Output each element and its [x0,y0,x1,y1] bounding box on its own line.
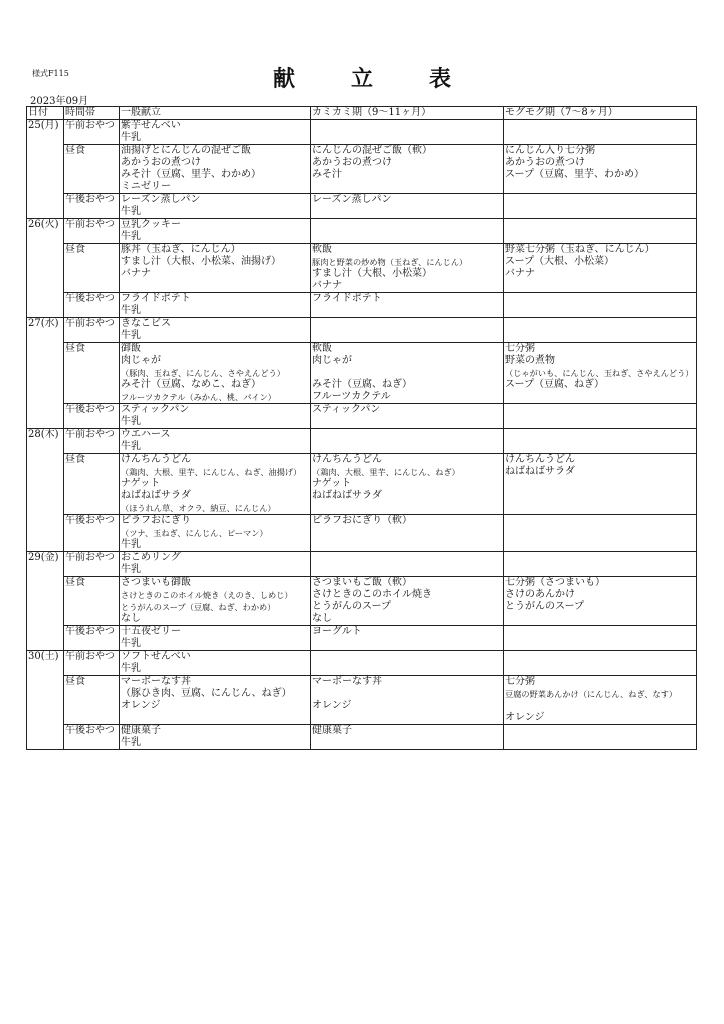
menu-line [312,305,502,317]
header-date: 日付 [27,107,64,120]
menu-line: 牛乳 [121,539,141,550]
title-char: 表 [429,66,452,92]
table-row [27,651,697,676]
table-row [27,194,697,219]
menu-line: ナゲット [121,478,161,489]
menu-line: ヨーグルト [312,626,362,637]
time-slot-cell: 昼食 [64,454,120,515]
menu-line: オレンジ [312,700,352,711]
menu-line: 七分粥 [505,676,535,687]
menu-line: 牛乳 [121,663,141,674]
menu-line [312,219,502,231]
menu-line: とうがんのスープ [312,601,391,612]
menu-line [505,564,695,576]
menu-line: さつまいもご飯（軟） [312,577,412,588]
menu-line: 健康菓子 [312,725,352,736]
menu-line: （じゃがいも、にんじん、玉ねぎ、さやえんどう） [505,368,694,378]
menu-line: みそ汁（豆腐、里芋、わかめ） [121,169,261,180]
table-row [27,552,697,577]
menu-line [505,206,695,218]
mogu-menu-cell [504,244,697,293]
menu-line: ピラフおにぎり [121,515,191,526]
menu-line: スープ（大根、小松菜） [505,256,614,267]
date-cell: 28(木) [27,429,64,552]
menu-line [505,305,695,317]
menu-line: 牛乳 [121,737,141,748]
menu-line: バナナ [312,280,342,291]
menu-line: 油揚げとにんじんの混ぜご飯 [121,145,251,156]
menu-line [312,429,502,441]
menu-line [505,318,695,330]
general-menu-cell [120,651,311,676]
menu-line [312,132,502,144]
menu-line [312,564,502,576]
menu-line: （鶏肉、大根、里芋、にんじん、ねぎ） [312,467,460,477]
time-slot-cell: 昼食 [64,676,120,725]
time-slot-cell: 午前おやつ [64,651,120,676]
menu-line [505,737,695,749]
general-menu-cell [120,429,311,454]
general-menu-cell [120,194,311,219]
menu-line: 豚肉と野菜の炒め物（玉ねぎ、にんじん） [312,257,468,267]
menu-line: （ほうれん草、オクラ、納豆、にんじん） [121,503,276,513]
mogu-menu-cell [504,318,697,343]
time-slot-cell: 昼食 [64,145,120,194]
header-kamikami: カミカミ期（9～11ヶ月） [311,107,504,120]
table-row [27,626,697,651]
kami-menu-cell [311,725,504,750]
kami-menu-cell [311,244,504,293]
kami-menu-cell [311,120,504,145]
date-cell: 29(金) [27,552,64,651]
general-menu-cell [120,318,311,343]
menu-line [312,527,502,539]
menu-line [505,132,695,144]
general-menu-cell [120,404,311,429]
menu-line: 牛乳 [121,416,141,427]
menu-line: スープ（豆腐、ねぎ） [505,379,604,390]
date-cell: 30(土) [27,651,64,750]
menu-line [312,552,502,564]
menu-line: けんちんうどん [312,454,382,465]
menu-line [505,725,695,737]
menu-line [505,441,695,453]
time-slot-cell: 午後おやつ [64,293,120,318]
menu-line [312,712,502,724]
header-general: 一般献立 [120,107,311,120]
menu-line: 十五夜ゼリー [121,626,181,637]
table-row [27,343,697,404]
mogu-menu-cell [504,515,697,552]
menu-line: 七分粥（さつまいも） [505,577,605,588]
menu-line: レーズン蒸しパン [121,194,201,205]
date-cell: 25(月) [27,120,64,219]
kami-menu-cell [311,454,504,515]
menu-line [505,502,695,514]
menu-line: 七分粥 [505,343,535,354]
menu-line [505,231,695,243]
menu-line [312,737,502,749]
menu-line: ねばねばサラダ [121,490,191,501]
mogu-menu-cell [504,429,697,454]
time-slot-cell: 午前おやつ [64,429,120,454]
menu-line [505,120,695,132]
menu-line [505,663,695,675]
menu-line: にんじん入り七分粥 [505,145,595,156]
menu-line [505,293,695,305]
menu-line: ピラフおにぎり（軟） [312,515,412,526]
menu-line [312,441,502,453]
page-title [0,62,724,93]
mogu-menu-cell [504,293,697,318]
title-char: 立 [350,66,373,92]
menu-line: バナナ [121,268,151,279]
mogu-menu-cell [504,219,697,244]
menu-line: 肉じゃが [121,355,161,366]
menu-line [505,527,695,539]
mogu-menu-cell [504,404,697,429]
menu-line: 牛乳 [121,206,141,217]
menu-line [505,330,695,342]
menu-line: 牛乳 [121,564,141,575]
menu-line: あかうおの煮つけ [312,157,392,168]
table-row [27,454,697,515]
menu-line: ミニゼリー [121,181,171,192]
menu-line [505,478,695,490]
kami-menu-cell [311,194,504,219]
table-row [27,577,697,626]
menu-line [505,638,695,650]
time-slot-cell: 昼食 [64,343,120,404]
menu-line [312,651,502,663]
menu-line [505,626,695,638]
menu-line: オレンジ [505,712,545,723]
menu-line: ウエハース [121,429,171,440]
menu-line [312,539,502,551]
menu-line: スティックパン [312,404,381,415]
mogu-menu-cell [504,626,697,651]
menu-line: なし [312,613,332,624]
table-row [27,318,697,343]
menu-table [26,106,697,750]
general-menu-cell [120,552,311,577]
menu-line: 牛乳 [121,231,141,242]
mogu-menu-cell [504,120,697,145]
form-id: 様式F115 [32,69,69,78]
menu-line [505,280,695,292]
menu-line: 牛乳 [121,638,141,649]
kami-menu-cell [311,429,504,454]
table-row [27,676,697,725]
menu-line: 肉じゃが [312,355,352,366]
menu-line [312,318,502,330]
time-slot-cell: 午後おやつ [64,194,120,219]
time-slot-cell: 午後おやつ [64,515,120,552]
menu-line: けんちんうどん [121,454,191,465]
table-row [27,515,697,552]
menu-line: マーボーなす丼 [121,676,191,687]
menu-line: にんじんの混ぜご飯（軟） [312,145,432,156]
menu-line: けんちんうどん [505,454,575,465]
menu-line [505,429,695,441]
mogu-menu-cell [504,651,697,676]
menu-line [312,120,502,132]
menu-line [312,231,502,243]
menu-line [505,194,695,206]
general-menu-cell [120,244,311,293]
time-slot-cell: 昼食 [64,577,120,626]
menu-body [27,120,697,750]
mogu-menu-cell [504,725,697,750]
menu-line: ソフトせんべい [121,651,191,662]
mogu-menu-cell [504,194,697,219]
table-row [27,120,697,145]
time-slot-cell: 午前おやつ [64,552,120,577]
menu-line: 紫芋せんべい [121,120,181,131]
menu-line: スティックパン [121,404,190,415]
menu-line: フライドポテト [312,293,382,304]
kami-menu-cell [311,318,504,343]
header-row [27,107,697,120]
menu-line [312,416,502,428]
menu-line: （鶏肉、大根、里芋、にんじん、ねぎ、油揚げ） [121,467,302,477]
header-mogumogu: モグモグ期（7～8ヶ月） [504,107,697,120]
menu-line: 牛乳 [121,305,141,316]
general-menu-cell [120,577,311,626]
menu-line [312,638,502,650]
general-menu-cell [120,454,311,515]
time-slot-cell: 午前おやつ [64,318,120,343]
menu-line [505,700,695,712]
menu-line: さけのあんかけ [505,589,575,600]
menu-line [312,688,502,700]
kami-menu-cell [311,577,504,626]
general-menu-cell [120,725,311,750]
mogu-menu-cell [504,145,697,194]
menu-line: 御飯 [121,343,141,354]
menu-line: （豚ひき肉、豆腐、にんじん、ねぎ） [121,688,292,699]
menu-line: おこめリング [121,552,181,563]
menu-line: オレンジ [121,700,161,711]
menu-line: あかうおの煮つけ [505,157,585,168]
header-slot: 時間帯 [64,107,120,120]
mogu-menu-cell [504,552,697,577]
menu-line: レーズン蒸しパン [312,194,392,205]
table-row [27,219,697,244]
general-menu-cell [120,343,311,404]
mogu-menu-cell [504,454,697,515]
kami-menu-cell [311,219,504,244]
general-menu-cell [120,145,311,194]
menu-line [505,515,695,527]
period-label: 2023年09月 [30,96,89,107]
menu-line: なし [121,613,141,624]
menu-line: 豚丼（玉ねぎ、にんじん） [121,244,241,255]
kami-menu-cell [311,515,504,552]
menu-line: ねばねばサラダ [312,490,382,501]
menu-line [121,280,309,292]
table-row [27,145,697,194]
menu-line: みそ汁 [312,169,342,180]
kami-menu-cell [311,293,504,318]
menu-line: 豆乳クッキー [121,219,181,230]
menu-line: マーボーなす丼 [312,676,382,687]
menu-line [312,367,502,379]
menu-line [312,502,502,514]
table-row [27,244,697,293]
time-slot-cell: 午前おやつ [64,120,120,145]
menu-line [312,663,502,675]
menu-line: とうがんのスープ [505,601,584,612]
general-menu-cell [120,676,311,725]
menu-line: 軟飯 [312,343,332,354]
menu-line: みそ汁（豆腐、ねぎ） [312,379,412,390]
kami-menu-cell [311,404,504,429]
menu-line: さつまいも御飯 [121,577,191,588]
title-char: 献 [272,66,295,92]
menu-line: フライドポテト [121,293,191,304]
general-menu-cell [120,515,311,552]
menu-line [505,391,695,403]
menu-line [505,219,695,231]
mogu-menu-cell [504,577,697,626]
menu-line: すまし汁（大根、小松菜、油揚げ） [121,256,281,267]
menu-line: フルーツカクテル（みかん、桃、パイン） [121,392,276,402]
menu-line: スープ（豆腐、里芋、わかめ） [505,169,644,180]
table-row [27,293,697,318]
menu-line: 牛乳 [121,441,141,452]
menu-line [505,552,695,564]
time-slot-cell: 昼食 [64,244,120,293]
menu-line: 牛乳 [121,330,141,341]
kami-menu-cell [311,343,504,404]
menu-line: 野菜七分粥（玉ねぎ、にんじん） [505,244,655,255]
menu-line: フルーツカクテル [312,391,391,402]
menu-line: みそ汁（豆腐、なめこ、ねぎ） [121,379,261,390]
table-row [27,725,697,750]
menu-line: ナゲット [312,478,352,489]
menu-line: （豚肉、玉ねぎ、にんじん、さやえんどう） [121,368,285,378]
general-menu-cell [120,219,311,244]
kami-menu-cell [311,552,504,577]
menu-line [505,416,695,428]
menu-line: きなこビス [121,318,171,329]
menu-line: 野菜の煮物 [505,355,555,366]
menu-line: バナナ [505,268,535,279]
menu-line: 豆腐の野菜あんかけ（にんじん、ねぎ、なす） [505,689,678,699]
menu-line [505,490,695,502]
menu-line: ねばねばサラダ [505,466,575,477]
date-cell: 27(水) [27,318,64,429]
general-menu-cell [120,626,311,651]
menu-line: すまし汁（大根、小松菜） [312,268,432,279]
menu-line: とうがんのスープ（豆腐、ねぎ、わかめ） [121,602,276,612]
menu-line [505,539,695,551]
menu-line: さけときのこのホイル焼き（えのき、しめじ） [121,590,293,600]
menu-line: 健康菓子 [121,725,161,736]
time-slot-cell: 午後おやつ [64,626,120,651]
menu-line: （ツナ、玉ねぎ、にんじん、ピーマン） [121,528,268,538]
menu-line [505,181,695,193]
date-cell: 26(火) [27,219,64,318]
kami-menu-cell [311,676,504,725]
menu-line [312,206,502,218]
menu-line: さけときのこのホイル焼き [312,589,432,600]
menu-line [505,613,695,625]
general-menu-cell [120,120,311,145]
menu-line [505,404,695,416]
kami-menu-cell [311,626,504,651]
general-menu-cell [120,293,311,318]
time-slot-cell: 午後おやつ [64,404,120,429]
mogu-menu-cell [504,676,697,725]
table-row [27,429,697,454]
menu-line [312,330,502,342]
menu-line [312,181,502,193]
menu-line: あかうおの煮つけ [121,157,201,168]
menu-line: 牛乳 [121,132,141,143]
table-row [27,404,697,429]
mogu-menu-cell [504,343,697,404]
time-slot-cell: 午後おやつ [64,725,120,750]
menu-line [505,651,695,663]
menu-line: 軟飯 [312,244,332,255]
menu-line [121,712,309,724]
time-slot-cell: 午前おやつ [64,219,120,244]
kami-menu-cell [311,651,504,676]
kami-menu-cell [311,145,504,194]
